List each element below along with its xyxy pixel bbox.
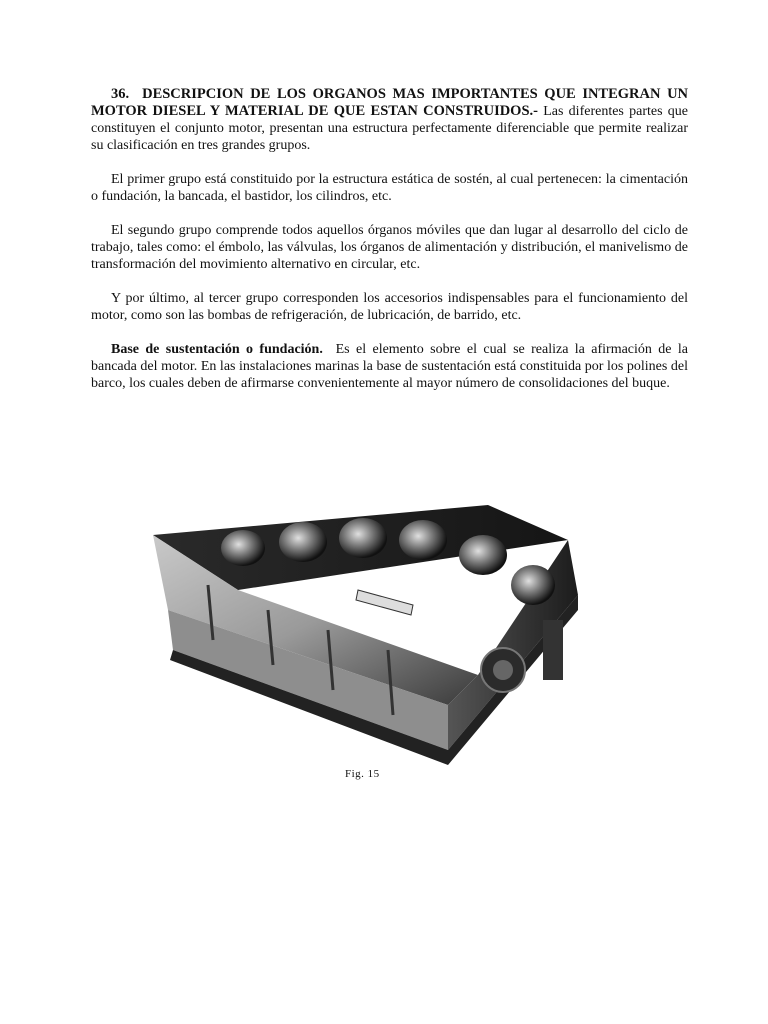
heading-continuation: Las diferentes partes que constituyen el conjunto motor, presentan una estructura perfectamente diferenciable que permite realizar su clasificación en tres grandes grupos. <box>91 104 688 153</box>
figure-caption: Fig. 15 <box>345 768 380 780</box>
subsection-paragraph <box>91 341 688 392</box>
engine-bedplate-photo <box>148 500 580 785</box>
heading-paragraph <box>91 86 688 154</box>
paragraph-3: Y por último, al tercer grupo corresponden los accesorios indispensables para el funcionamiento del motor, como son las bombas de refrigeración, de lubricación, de barrido, etc. <box>91 291 688 323</box>
section-heading: DESCRIPCION DE LOS ORGANOS MAS IMPORTANTES QUE INTEGRAN UN MOTOR DIESEL Y MATERIAL DE QUE ESTAN CONSTRUIDOS.- <box>91 86 689 119</box>
subsection-title: Base de sustentación o fundación. <box>111 342 323 357</box>
section-number: 36. <box>111 86 130 102</box>
document-body <box>91 86 688 392</box>
figure-engine-bedplate <box>148 500 580 785</box>
paragraph-2: El segundo grupo comprende todos aquellos órganos móviles que dan lugar al desarrollo del ciclo de trabajo, tales como: el émbolo, las válvulas, los órganos de alimentación y distribución, el manivelismo de transformación del movimiento alternativo en circular, etc. <box>91 223 688 272</box>
subsection-text: Es el elemento sobre el cual se realiza la afirmación de la bancada del motor. En las instalaciones marinas la base de sustentación está constituida por los polines del barco, los cuales deben de afirmarse convenientemente al mayor número de consolidaciones del buque. <box>91 342 688 391</box>
paragraph-1: El primer grupo está constituido por la estructura estática de sostén, al cual pertenecen: la cimentación o fundación, la bancada, el bastidor, los cilindros, etc. <box>91 172 688 204</box>
